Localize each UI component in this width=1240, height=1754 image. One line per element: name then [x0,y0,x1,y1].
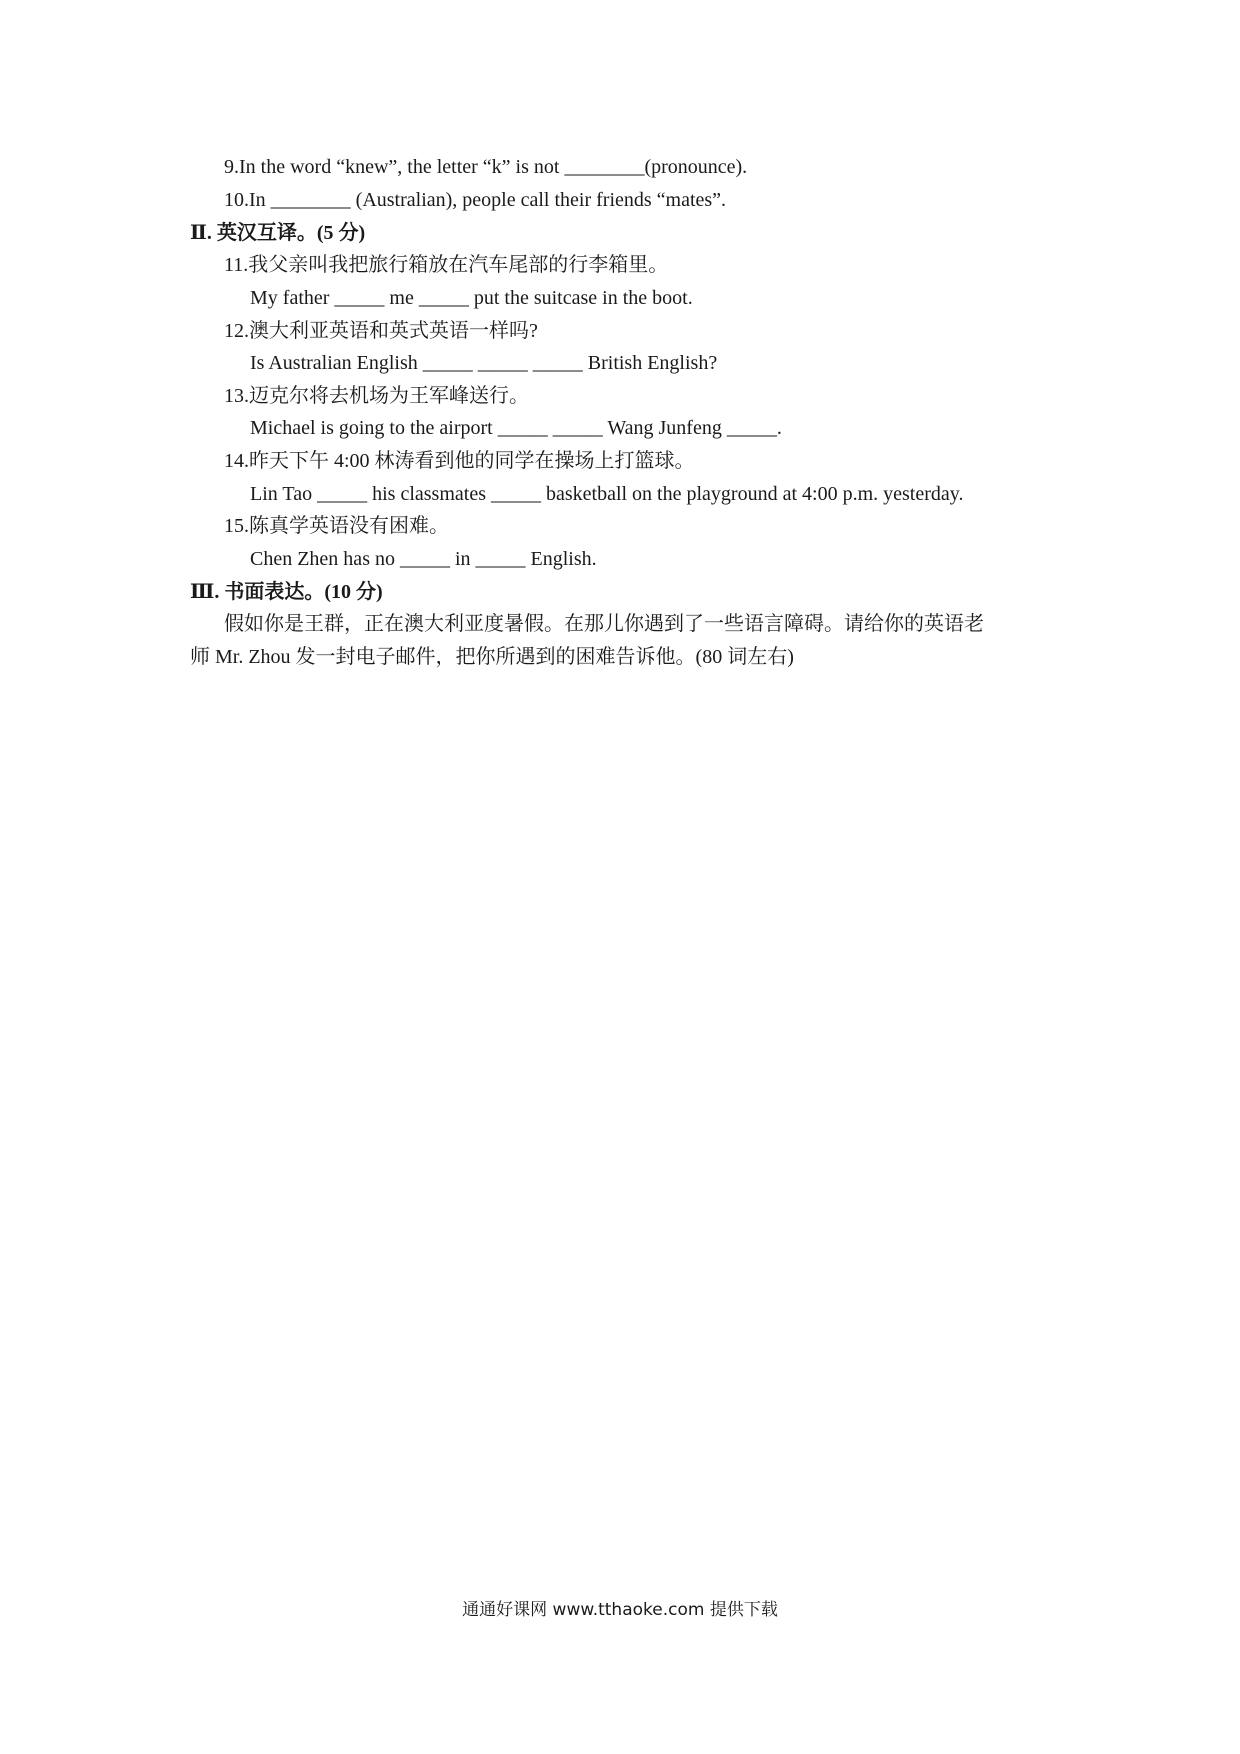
footer-source: 通通好课网 www.tthaoke.com 提供下载 [462,1600,778,1620]
question-9: 9.In the word “knew”, the letter “k” is not ________(pronounce). [224,156,748,178]
question-12-english: Is Australian English _____ _____ _____ British English? [250,352,718,374]
question-15-chinese: 15.陈真学英语没有困难。 [224,515,449,537]
question-10: 10.In ________ (Australian), people call their friends “mates”. [224,189,727,211]
question-13-english: Michael is going to the airport _____ _____ Wang Junfeng _____. [250,417,782,439]
question-11-chinese: 11.我父亲叫我把旅行箱放在汽车尾部的行李箱里。 [224,254,669,276]
question-11-english: My father _____ me _____ put the suitcase in the boot. [250,287,693,309]
question-15-english: Chen Zhen has no _____ in _____ English. [250,548,597,570]
question-12-chinese: 12.澳大利亚英语和英式英语一样吗? [224,320,538,342]
question-14-chinese: 14.昨天下午 4:00 林涛看到他的同学在操场上打篮球。 [224,450,695,472]
section-3-heading: Ⅲ. 书面表达。(10 分) [190,581,383,603]
question-13-chinese: 13.迈克尔将去机场为王军峰送行。 [224,385,529,407]
writing-prompt-line-2: 师 Mr. Zhou 发一封电子邮件，把你所遇到的困难告诉他。(80 词左右) [190,646,794,668]
question-14-english: Lin Tao _____ his classmates _____ basketball on the playground at 4:00 p.m. yesterday. [250,483,964,505]
writing-prompt-line-1: 假如你是王群，正在澳大利亚度暑假。在那儿你遇到了一些语言障碍。请给你的英语老 [224,613,984,635]
section-2-heading: Ⅱ. 英汉互译。(5 分) [190,222,366,244]
